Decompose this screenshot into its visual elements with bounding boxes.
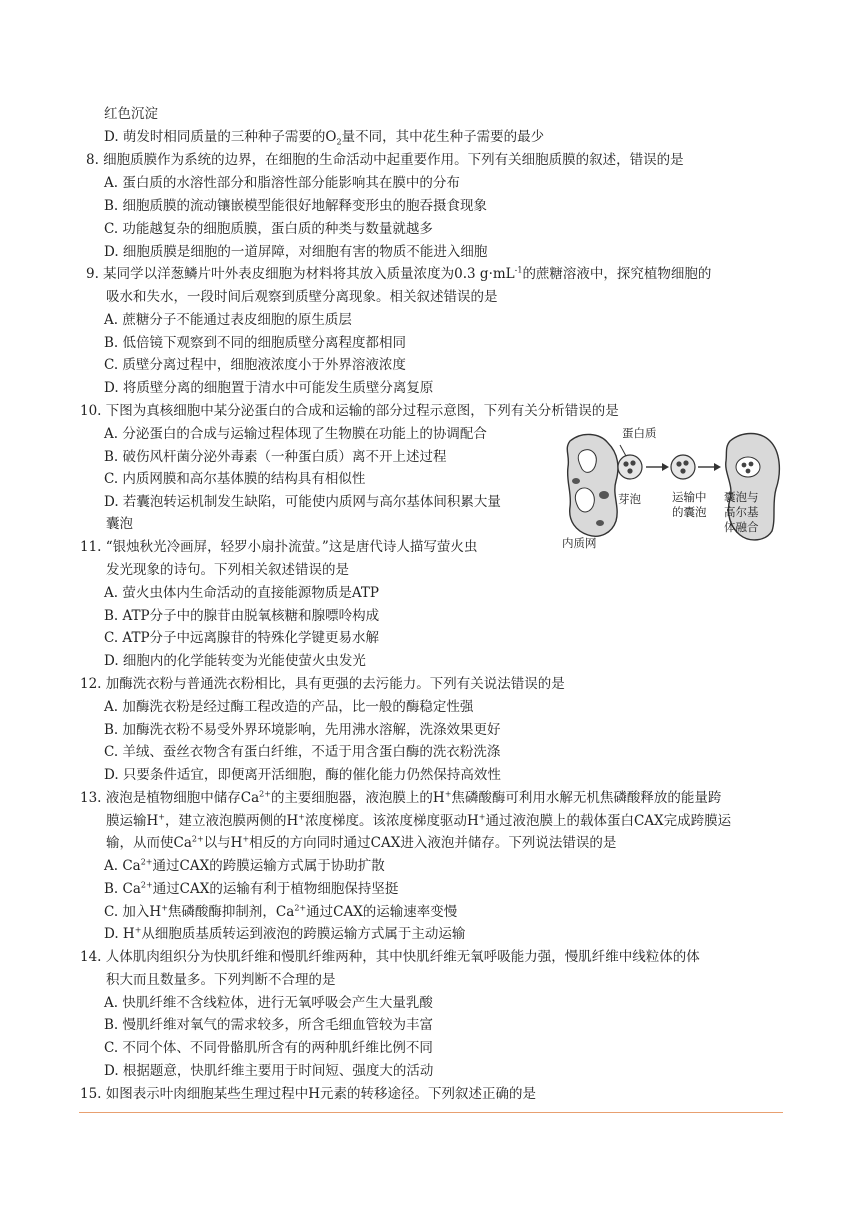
question-9-option-a: A. 蔗糖分子不能通过表皮细胞的原生质层 [104, 312, 352, 328]
question-11-option-a: A. 萤火虫体内生命活动的直接能源物质是ATP [104, 585, 379, 601]
label-bud: 芽泡 [618, 492, 641, 506]
question-12-option-d: D. 只要条件适宜，即便离开活细胞，酶的催化能力仍然保持高效性 [104, 767, 501, 783]
question-8-stem: 8. 细胞质膜作为系统的边界，在细胞的生命活动中起重要作用。下列有关细胞质膜的叙述，错误的是 [86, 152, 684, 168]
question-14-option-c: C. 不同个体、不同骨骼肌所含有的两种肌纤维比例不同 [104, 1040, 433, 1056]
question-11-stem-line-2: 发光现象的诗句。下列相关叙述错误的是 [106, 562, 349, 578]
endoplasmic-reticulum-shape [567, 434, 618, 536]
question-13-option-b: B. $Ca^{2+}$通过CAX的运输有利于植物细胞保持坚挺 [104, 880, 399, 897]
question-12-option-c: C. 羊绒、蚕丝衣物含有蛋白纤维，不适于用含蛋白酶的洗衣粉洗涤 [104, 744, 501, 760]
question-8-option-d: D. 细胞质膜是细胞的一道屏障，对细胞有害的物质不能进入细胞 [104, 244, 488, 260]
question-14-option-b: B. 慢肌纤维对氧气的需求较多，所含毛细血管较为丰富 [104, 1017, 434, 1033]
question-11-option-c: C. ATP分子中远离腺苷的特殊化学键更易水解 [104, 630, 380, 646]
label-fusion-2: 高尔基 [724, 505, 759, 519]
secretory-protein-diagram [560, 423, 786, 551]
question-8-option-a: A. 蛋白质的水溶性部分和脂溶性部分能影响其在膜中的分布 [104, 175, 460, 191]
question-11-stem-line-1: 11. “银烛秋光冷画屏，轻罗小扇扑流萤。”这是唐代诗人描写萤火虫 [80, 539, 478, 555]
question-15-stem: 15. 如图表示叶肉细胞某些生理过程中H元素的转移途径。下列叙述正确的是 [80, 1086, 537, 1102]
question-10-option-b: B. 破伤风杆菌分泌外毒素（一种蛋白质）离不开上述过程 [104, 449, 447, 465]
question-13-option-c: C. 加入H+焦磷酸酶抑制剂，$Ca^{2+}$通过CAX的运输速率变慢 [104, 903, 458, 920]
question-9-stem-line-1: 9. 某同学以洋葱鳞片叶外表皮细胞为材料将其放入质量浓度为0.3 $g\cdot mL^{-1}$的蔗糖溶液中，探究植物细胞的 [86, 265, 712, 282]
question-13-stem-line-2: 膜运输H+，建立液泡膜两侧的H+浓度梯度。该浓度梯度驱动H+通过液泡膜上的载体蛋白CAX完成跨膜运 [106, 812, 732, 829]
question-13-stem-line-1: 13. 液泡是植物细胞中储存$Ca^{2+}$的主要细胞器，液泡膜上的H+焦磷酸酶可利用水解无机焦磷酸释放的能量跨 [80, 789, 722, 806]
question-10-option-d-line-1: D. 若囊泡转运机制发生缺陷，可能使内质网与高尔基体间积累大量 [104, 494, 501, 510]
q7-option-d: D. 萌发时相同质量的三种种子需要的$O_2$量不同，其中花生种子需要的最少 [104, 129, 545, 147]
question-13-stem-line-3: 输，从而使$Ca^{2+}$以与H+相反的方向同时通过CAX进入液泡并储存。下列说法错误的是 [106, 834, 617, 851]
question-10-stem: 10. 下图为真核细胞中某分泌蛋白的合成和运输的部分过程示意图，下列有关分析错误的是 [80, 403, 619, 419]
label-fusion-1: 囊泡与 [724, 490, 759, 504]
question-12-option-a: A. 加酶洗衣粉是经过酶工程改造的产品，比一般的酶稳定性强 [104, 699, 474, 715]
label-transport-vesicle-1: 运输中 [672, 490, 707, 504]
label-fusion-3: 体融合 [724, 520, 759, 534]
question-12-option-b: B. 加酶洗衣粉不易受外界环境影响，先用沸水溶解，洗涤效果更好 [104, 722, 501, 738]
question-14-option-a: A. 快肌纤维不含线粒体，进行无氧呼吸会产生大量乳酸 [104, 995, 433, 1011]
question-14-stem-line-2: 积大而且数量多。下列判断不合理的是 [106, 972, 336, 988]
question-13-option-a: A. $Ca^{2+}$通过CAX的跨膜运输方式属于协助扩散 [104, 857, 385, 874]
footer-divider [79, 1112, 783, 1113]
question-10-option-d-line-2: 囊泡 [106, 516, 133, 532]
question-14-stem-line-1: 14. 人体肌肉组织分为快肌纤维和慢肌纤维两种，其中快肌纤维无氧呼吸能力强，慢肌纤维中线粒体的体 [80, 949, 700, 965]
question-11-option-b: B. ATP分子中的腺苷由脱氧核糖和腺嘌呤构成 [104, 608, 380, 624]
transport-vesicle-shape [671, 455, 695, 479]
question-10-option-c: C. 内质网膜和高尔基体膜的结构具有相似性 [104, 471, 366, 487]
question-9-option-c: C. 质壁分离过程中，细胞液浓度小于外界溶液浓度 [104, 357, 406, 373]
label-endoplasmic-reticulum: 内质网 [562, 536, 597, 550]
question-13-option-d: D. H+从细胞质基质转运到液泡的跨膜运输方式属于主动运输 [104, 925, 466, 942]
question-10-option-a: A. 分泌蛋白的合成与运输过程体现了生物膜在功能上的协调配合 [104, 426, 487, 442]
question-12-stem: 12. 加酶洗衣粉与普通洗衣粉相比，具有更强的去污能力。下列有关说法错误的是 [80, 676, 565, 692]
question-9-option-d: D. 将质壁分离的细胞置于清水中可能发生质壁分离复原 [104, 380, 434, 396]
q7-option-c-continuation: 红色沉淀 [104, 106, 158, 122]
question-11-option-d: D. 细胞内的化学能转变为光能使萤火虫发光 [104, 653, 366, 669]
question-14-option-d: D. 根据题意，快肌纤维主要用于时间短、强度大的活动 [104, 1063, 434, 1079]
question-8-option-c: C. 功能越复杂的细胞质膜，蛋白质的种类与数量就越多 [104, 221, 433, 237]
question-9-option-b: B. 低倍镜下观察到不同的细胞质壁分离程度都相同 [104, 335, 407, 351]
question-9-stem-line-2: 吸水和失水，一段时间后观察到质壁分离现象。相关叙述错误的是 [106, 289, 498, 305]
label-protein: 蛋白质 [622, 426, 657, 440]
question-8-option-b: B. 细胞质膜的流动镶嵌模型能很好地解释变形虫的胞吞摄食现象 [104, 198, 488, 214]
label-transport-vesicle-2: 的囊泡 [672, 505, 707, 519]
